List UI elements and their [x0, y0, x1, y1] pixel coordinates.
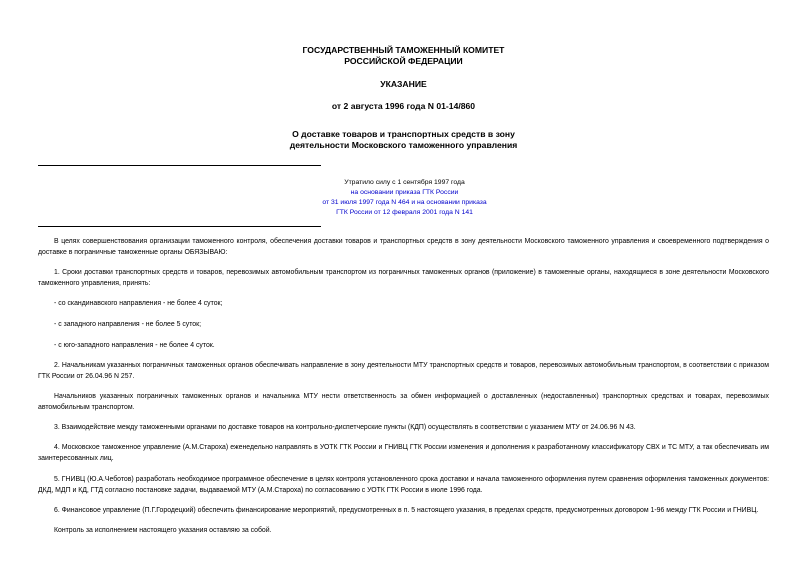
paragraph-responsibility: Начальников указанных пограничных таможенных органов и начальника МТУ нести ответственность за обмен информацией о доставленных (недоставленных) транспортных средствах и товарах, перевозимых автомобильным транспортом.: [38, 393, 769, 411]
document-title-line2: деятельности Московского таможенного управления: [289, 140, 518, 150]
document-title-line1: О доставке товаров и транспортных средств в зону: [292, 129, 515, 139]
top-divider: [38, 165, 321, 166]
paragraph-preamble: В целях совершенствования организации таможенного контроля, обеспечения доставки товаров и транспортных средств в зону деятельности Московского таможенного управления и своевременного подтверждения о доставке в пограничные таможенные органы ОБЯЗЫВАЮ:: [38, 238, 769, 256]
paragraph-item-3: 3. Взаимодействие между таможенными органами по доставке товаров на контрольно-диспетчерские пункты (КДП) осуществлять в соответствии с указанием МТУ от 24.06.96 N 43.: [54, 424, 636, 431]
status-note: [280, 178, 529, 218]
paragraph-item-4: 4. Московское таможенное управление (А.М.Староха) еженедельно направлять в УОТК ГТК России и ГНИВЦ ГТК России изменения и дополнения к разработанному классификатору СВХ и ТС МТУ, а так обеспечивать им заинтересованных лиц.: [38, 444, 769, 462]
document-date: от 2 августа 1996 года N 01-14/860: [331, 101, 476, 111]
list-item-scandinavian: - со скандинавского направления - не более 4 суток;: [54, 300, 223, 307]
bottom-divider: [38, 226, 321, 227]
paragraph-item-6: 6. Финансовое управление (П.Г.Городецкий) обеспечить финансирование мероприятий, предусмотренных в п. 5 настоящего указания, в пределах средств, предусмотренных договором 1-96 между ГТК России и ГНИВЦ.: [54, 507, 759, 514]
paragraph-control: Контроль за исполнением настоящего указания оставляю за собой.: [54, 527, 272, 534]
status-note-link-line2[interactable]: на основании приказа ГТК России: [350, 189, 459, 196]
list-item-southwestern: - с юго-западного направления - не более 4 суток.: [54, 342, 215, 349]
status-note-link-line3[interactable]: от 31 июля 1997 года N 464 и на основании приказа: [322, 199, 487, 206]
org-name-line2: РОССИЙСКОЙ ФЕДЕРАЦИИ: [344, 56, 463, 66]
status-note-line1: Утратило силу с 1 сентября 1997 года: [344, 179, 465, 186]
list-item-western: - с западного направления - не более 5 суток;: [54, 321, 202, 328]
status-note-link-line4[interactable]: ГТК России от 12 февраля 2001 года N 141: [336, 209, 473, 216]
org-name-line1: ГОСУДАРСТВЕННЫЙ ТАМОЖЕННЫЙ КОМИТЕТ: [302, 45, 505, 55]
paragraph-item-5: 5. ГНИВЦ (Ю.А.Чеботов) разработать необходимое программное обеспечение в целях контроля установленного срока доставки и начала таможенного оформления путем сравнения оформления таможенных документов: ДКД, МДП и КД, ГТД согласно постановке задачи, выдаваемой МТУ (А.М.Староха) по согласованию с УОТК ГТК России в июле 1996 года.: [38, 476, 769, 494]
paragraph-item-2: 2. Начальникам указанных пограничных таможенных органов обеспечивать направление в зону деятельности МТУ транспортных средств и товаров, перевозимых автомобильным транспортом, в соответствии с приказом ГТК России от 26.04.96 N 257.: [38, 362, 769, 380]
paragraph-item-1: 1. Сроки доставки транспортных средств и товаров, перевозимых автомобильным транспортом из пограничных таможенных органов (приложение) в таможенные органы, находящиеся в зоне деятельности Московского таможенного управления, принять:: [38, 269, 769, 287]
document-type: УКАЗАНИЕ: [380, 79, 427, 89]
